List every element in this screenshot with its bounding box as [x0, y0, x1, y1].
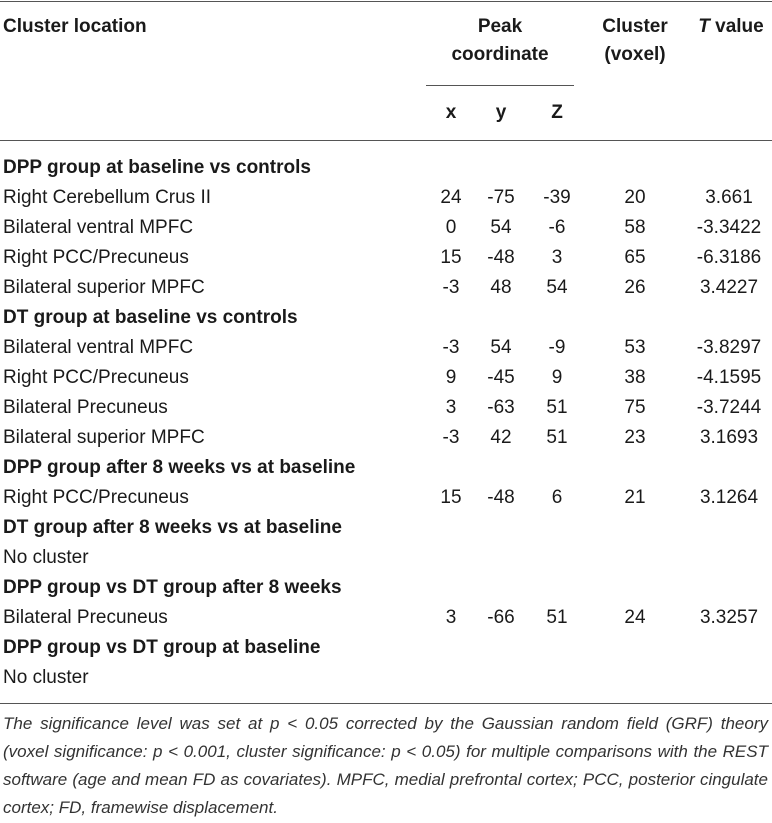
header-cluster-voxel — [590, 13, 680, 69]
cluster-voxel-cell: 24 — [624, 607, 646, 628]
t-value-cell: -3.3422 — [696, 217, 762, 238]
table-row — [0, 213, 772, 243]
t-value-cell: 3.4227 — [699, 277, 759, 298]
z-coordinate-cell: 9 — [551, 367, 563, 388]
y-coordinate-cell: -63 — [487, 397, 515, 418]
section-label: DPP group vs DT group at baseline — [3, 637, 321, 658]
y-coordinate-cell: -75 — [487, 187, 515, 208]
table-row — [0, 183, 772, 213]
cluster-location-cell: Bilateral Precuneus — [3, 397, 168, 418]
z-coordinate-cell: 51 — [546, 427, 568, 448]
x-coordinate-cell: 15 — [440, 247, 462, 268]
header-cluster-line2: (voxel) — [604, 44, 666, 65]
z-coordinate-cell: -9 — [548, 337, 566, 358]
table-row — [0, 243, 772, 273]
z-coordinate-cell: 54 — [546, 277, 568, 298]
table-row — [0, 603, 772, 633]
cluster-location-cell: Right PCC/Precuneus — [3, 247, 189, 268]
x-coordinate-cell: 15 — [440, 487, 462, 508]
x-coordinate-cell: -3 — [442, 337, 460, 358]
cluster-voxel-cell: 23 — [624, 427, 646, 448]
y-coordinate-cell: 48 — [490, 277, 512, 298]
table-bottom-rule — [0, 703, 772, 704]
y-coordinate-cell: 42 — [490, 427, 512, 448]
table-row — [0, 333, 772, 363]
header-peak-line2: coordinate — [451, 44, 549, 65]
t-value-cell: 3.3257 — [699, 607, 759, 628]
cluster-voxel-cell: 26 — [624, 277, 646, 298]
header-cluster-location: Cluster location — [3, 16, 147, 37]
cluster-location-cell: Bilateral ventral MPFC — [3, 337, 194, 358]
t-value-cell: 3.1693 — [699, 427, 759, 448]
y-coordinate-cell: 54 — [490, 217, 512, 238]
table-row — [0, 273, 772, 303]
x-coordinate-cell: 24 — [440, 187, 462, 208]
header-cluster-line1: Cluster — [602, 16, 668, 37]
y-coordinate-cell: 54 — [490, 337, 512, 358]
t-value-cell: -6.3186 — [696, 247, 762, 268]
cluster-location-cell: Right Cerebellum Crus II — [3, 187, 212, 208]
header-peak-coordinate — [426, 13, 574, 69]
section-header-row — [0, 513, 772, 543]
header-peak-line1: Peak — [477, 16, 523, 37]
section-label: DPP group vs DT group after 8 weeks — [3, 577, 342, 598]
t-value-cell: 3.661 — [705, 187, 753, 208]
x-coordinate-cell: -3 — [442, 277, 460, 298]
section-label: DT group after 8 weeks vs at baseline — [3, 517, 342, 538]
header-z: Z — [551, 102, 563, 123]
section-header-row — [0, 633, 772, 663]
cluster-voxel-cell: 21 — [624, 487, 646, 508]
table-row — [0, 543, 772, 573]
section-header-row — [0, 453, 772, 483]
cluster-location-cell: Right PCC/Precuneus — [3, 367, 189, 388]
y-coordinate-cell: -45 — [487, 367, 515, 388]
x-coordinate-cell: 3 — [445, 607, 457, 628]
y-coordinate-cell: -48 — [487, 487, 515, 508]
x-coordinate-cell: 9 — [445, 367, 457, 388]
cluster-location-cell: Bilateral ventral MPFC — [3, 217, 194, 238]
table-header-rule — [0, 140, 772, 141]
cluster-voxel-cell: 53 — [624, 337, 646, 358]
cluster-location-cell: No cluster — [3, 547, 89, 568]
cluster-voxel-cell: 75 — [624, 397, 646, 418]
z-coordinate-cell: 51 — [546, 607, 568, 628]
section-label: DPP group at baseline vs controls — [3, 157, 311, 178]
section-header-row — [0, 303, 772, 333]
cluster-voxel-cell: 58 — [624, 217, 646, 238]
section-header-row — [0, 153, 772, 183]
table-body — [0, 153, 772, 693]
y-coordinate-cell: -48 — [487, 247, 515, 268]
cluster-voxel-cell: 65 — [624, 247, 646, 268]
x-coordinate-cell: 3 — [445, 397, 457, 418]
z-coordinate-cell: -6 — [548, 217, 566, 238]
t-value-cell: -3.7244 — [696, 397, 762, 418]
z-coordinate-cell: 51 — [546, 397, 568, 418]
t-value-cell: -3.8297 — [696, 337, 762, 358]
header-y: y — [495, 102, 507, 123]
z-coordinate-cell: -39 — [543, 187, 571, 208]
cluster-voxel-cell: 38 — [624, 367, 646, 388]
t-value-cell: 3.1264 — [699, 487, 759, 508]
x-coordinate-cell: 0 — [445, 217, 457, 238]
cluster-location-cell: Bilateral superior MPFC — [3, 427, 205, 448]
peak-coordinate-underline — [426, 85, 574, 86]
table-footnote: The significance level was set at p < 0.05 corrected by the Gaussian random field (GRF) theory (voxel significance: p < 0.001, cluster significance: p < 0.05) for multiple comparisons with the REST software (age and mean FD as covariates). MPFC, medial prefrontal cortex; PCC, posterior cingulate cortex; FD, framewise displacement. — [3, 714, 768, 817]
table-row — [0, 423, 772, 453]
table-row — [0, 363, 772, 393]
section-label: DT group at baseline vs controls — [3, 307, 298, 328]
table-row — [0, 663, 772, 693]
cluster-location-cell: Bilateral Precuneus — [3, 607, 168, 628]
x-coordinate-cell: -3 — [442, 427, 460, 448]
table-top-rule — [0, 1, 772, 2]
z-coordinate-cell: 6 — [551, 487, 563, 508]
header-t-italic: T — [698, 16, 710, 37]
header-x: x — [445, 102, 457, 123]
cluster-location-cell: No cluster — [3, 667, 89, 688]
cluster-location-cell: Bilateral superior MPFC — [3, 277, 205, 298]
header-t-rest: value — [709, 16, 764, 37]
z-coordinate-cell: 3 — [551, 247, 563, 268]
t-value-cell: -4.1595 — [696, 367, 762, 388]
table-row — [0, 483, 772, 513]
y-coordinate-cell: -66 — [487, 607, 515, 628]
section-label: DPP group after 8 weeks vs at baseline — [3, 457, 356, 478]
cluster-voxel-cell: 20 — [624, 187, 646, 208]
header-t-value — [690, 13, 772, 41]
cluster-location-cell: Right PCC/Precuneus — [3, 487, 189, 508]
section-header-row — [0, 573, 772, 603]
table-row — [0, 393, 772, 423]
